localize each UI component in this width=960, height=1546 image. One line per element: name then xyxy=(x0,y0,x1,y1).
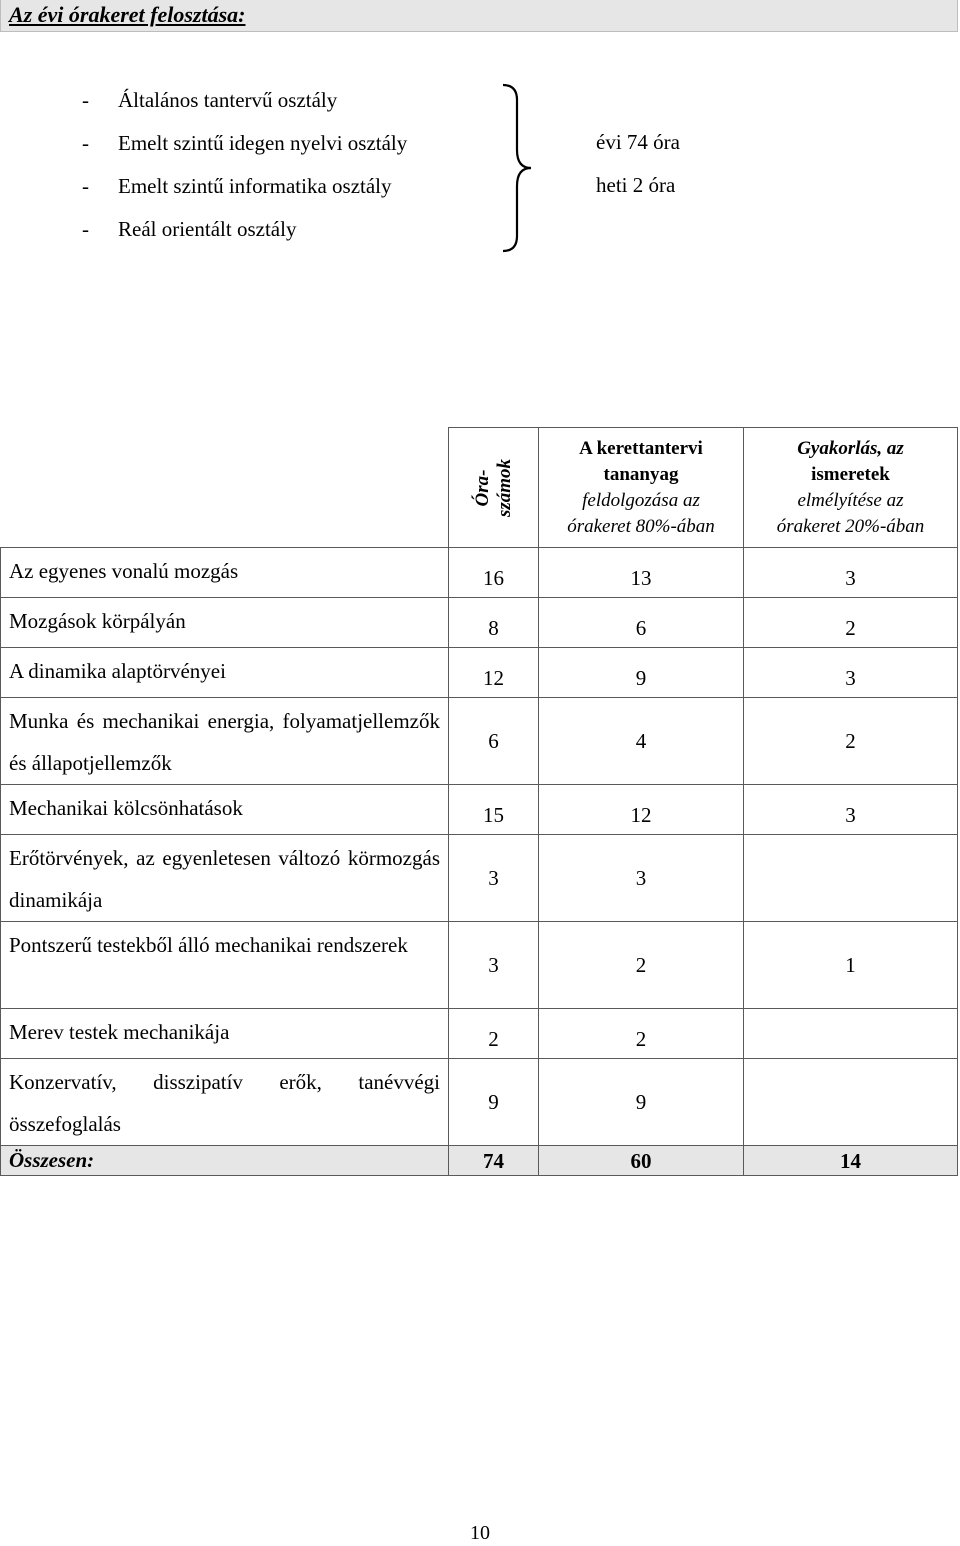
hours-table xyxy=(0,427,958,1176)
header-80-line1: A kerettantervi xyxy=(579,437,703,459)
class-label: Emelt szintű informatika osztály xyxy=(118,174,392,198)
p80-cell: 6 xyxy=(539,598,744,648)
p20-cell xyxy=(744,835,958,922)
p20-cell xyxy=(744,1059,958,1146)
table-row xyxy=(1,922,958,1009)
class-item xyxy=(82,129,407,172)
p20-cell: 1 xyxy=(744,922,958,1009)
total-row xyxy=(1,1146,958,1176)
header-hours-label xyxy=(472,458,516,516)
hours-cell: 9 xyxy=(449,1059,539,1146)
yearly-hours: évi 74 óra xyxy=(596,130,680,154)
p20-cell: 2 xyxy=(744,598,958,648)
p80-cell: 9 xyxy=(539,648,744,698)
total-hours: 74 xyxy=(449,1146,539,1176)
hours-cell: 3 xyxy=(449,835,539,922)
header-hours-line2: számok xyxy=(493,458,515,517)
table-row xyxy=(1,1059,958,1146)
p80-cell: 2 xyxy=(539,1009,744,1059)
header-hours-cell xyxy=(449,428,539,548)
p80-cell: 2 xyxy=(539,922,744,1009)
topic-cell: Munka és mechanikai energia, folyamatjellemzők és állapotjellemzők xyxy=(1,698,449,785)
total-p20: 14 xyxy=(744,1146,958,1176)
hours-cell: 15 xyxy=(449,785,539,835)
header-20-line4: órakeret 20%-ában xyxy=(776,515,925,537)
p80-cell: 9 xyxy=(539,1059,744,1146)
header-hours-line1: Óra- xyxy=(471,469,493,506)
topic-cell: Mechanikai kölcsönhatások xyxy=(1,785,449,835)
p80-cell: 4 xyxy=(539,698,744,785)
table-row xyxy=(1,548,958,598)
p20-cell xyxy=(744,1009,958,1059)
hours-cell: 6 xyxy=(449,698,539,785)
topic-cell: Mozgások körpályán xyxy=(1,598,449,648)
class-item xyxy=(82,215,407,258)
hours-cell: 3 xyxy=(449,922,539,1009)
header-20-line2: ismeretek xyxy=(811,463,890,485)
total-label: Összesen: xyxy=(1,1146,449,1176)
right-brace-icon xyxy=(495,82,535,254)
p80-cell: 13 xyxy=(539,548,744,598)
hours-cell: 12 xyxy=(449,648,539,698)
class-item xyxy=(82,172,407,215)
hours-cell: 2 xyxy=(449,1009,539,1059)
p20-cell: 3 xyxy=(744,548,958,598)
header-80-line2: tananyag xyxy=(603,463,679,485)
table-row xyxy=(1,1009,958,1059)
weekly-hours: heti 2 óra xyxy=(596,173,676,197)
table-row xyxy=(1,598,958,648)
header-empty-cell xyxy=(1,428,449,548)
hours-info xyxy=(596,128,680,214)
list-dash: - xyxy=(82,174,89,198)
class-list xyxy=(82,86,407,258)
table-row xyxy=(1,648,958,698)
header-20-cell xyxy=(744,428,958,548)
topic-cell: Pontszerű testekből álló mechanikai rendszerek xyxy=(1,922,449,1009)
table-row xyxy=(1,785,958,835)
list-dash: - xyxy=(82,217,89,241)
p20-cell: 2 xyxy=(744,698,958,785)
table-row xyxy=(1,698,958,785)
class-label: Emelt szintű idegen nyelvi osztály xyxy=(118,131,408,155)
topic-cell: Merev testek mechanikája xyxy=(1,1009,449,1059)
p80-cell: 3 xyxy=(539,835,744,922)
total-p80: 60 xyxy=(539,1146,744,1176)
table-header-row xyxy=(1,428,958,548)
class-label: Reál orientált osztály xyxy=(118,217,297,241)
header-20-line1: Gyakorlás, az xyxy=(797,437,904,459)
page-number: 10 xyxy=(470,1522,490,1544)
topic-cell: A dinamika alaptörvényei xyxy=(1,648,449,698)
header-20-line3: elmélyítése az xyxy=(797,489,904,511)
topic-cell: Konzervatív, disszipatív erők, tanévvégi összefoglalás xyxy=(1,1059,449,1146)
section-heading: Az évi órakeret felosztása: xyxy=(0,0,958,32)
topic-cell: Az egyenes vonalú mozgás xyxy=(1,548,449,598)
class-item xyxy=(82,86,407,129)
header-80-line3: feldolgozása az xyxy=(582,489,700,511)
p20-cell: 3 xyxy=(744,785,958,835)
p20-cell: 3 xyxy=(744,648,958,698)
list-dash: - xyxy=(82,88,89,112)
class-label: Általános tantervű osztály xyxy=(118,88,338,112)
topic-cell: Erőtörvények, az egyenletesen változó körmozgás dinamikája xyxy=(1,835,449,922)
table-row xyxy=(1,835,958,922)
hours-cell: 16 xyxy=(449,548,539,598)
header-80-cell xyxy=(539,428,744,548)
list-dash: - xyxy=(82,131,89,155)
p80-cell: 12 xyxy=(539,785,744,835)
hours-cell: 8 xyxy=(449,598,539,648)
header-80-line4: órakeret 80%-ában xyxy=(567,515,715,537)
